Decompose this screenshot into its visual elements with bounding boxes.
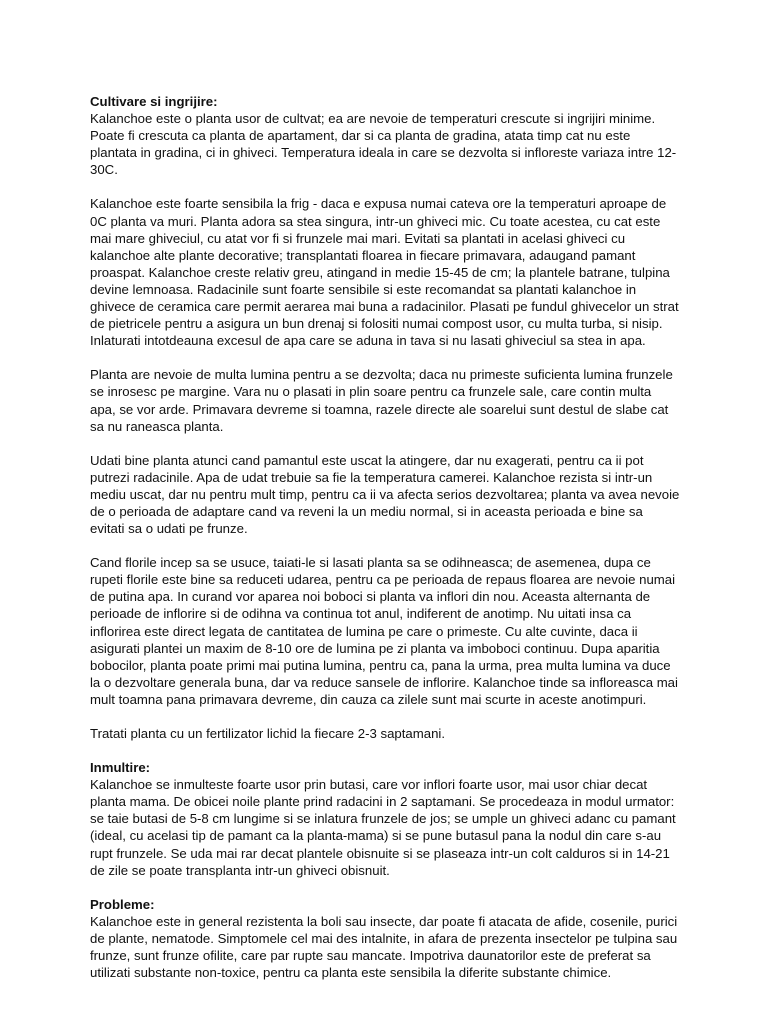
section-probleme (90, 896, 680, 981)
paragraph-block (90, 725, 680, 742)
paragraph-block (90, 366, 680, 434)
paragraph: Kalanchoe este in general rezistenta la boli sau insecte, dar poate fi atacata de afide, cosenile, purici de plante, nematode. Simptomele cel mai des intalnite, in afara de prezenta insectelor pe tulpina sau frunze, sunt frunze ofilite, care par rupte sau mancate. Impotriva daunatorilor este de preferat sa utilizati substante non-toxice, pentru ca planta este sensibila la diferite substante chimice. (90, 913, 678, 981)
paragraph-block (90, 554, 680, 708)
section-heading: Probleme: (90, 896, 155, 912)
section-inmultire (90, 759, 680, 879)
section-heading: Cultivare si ingrijire: (90, 94, 218, 109)
paragraph: Kalanchoe este foarte sensibila la frig - daca e expusa numai cateva ore la temperaturi aproape de 0C planta va muri. Planta adora sa stea singura, intr-un ghiveci mic. Cu toate acestea, cu cat este mai mare ghiveciul, cu atat vor fi si frunzele mai mari. Evitati sa plantati in acelasi ghiveci cu kalanchoe alte plante decorative; transplantati floarea in fiecare primavara, adaugand pamant proaspat. Kalanchoe creste relativ greu, atingand in medie 15-45 de cm; la plantele batrane, tulpina devine lemnoasa. Radacinile sunt foarte sensibile si este recomandat sa plantati kalanchoe in ghivece de ceramica care permit aerarea mai buna a radacinilor. Plasati pe fundul ghivecelor un strat de pietricele pentru a asigura un bun drenaj si folositi numai compost usor, cu multa turba, si nisip. Inlaturati intotdeauna excesul de apa care se aduna in tava si nu lasati ghiveciul sa stea in apa. (90, 196, 679, 349)
paragraph: Udati bine planta atunci cand pamantul este uscat la atingere, dar nu exagerati, pentru ca ii pot putrezi radacinile. Apa de udat trebuie sa fie la temperatura camerei. Kalanchoe rezista si intr-un mediu uscat, dar nu pentru mult timp, pentru ca ii va afecta serios dezvoltarea; planta va avea nevoie de o perioada de adaptare cand va reveni la un mediu normal, si in aceasta perioada e bine sa evitati sa o udati pe frunze. (90, 452, 680, 537)
section-heading: Inmultire: (90, 760, 151, 776)
paragraph: Kalanchoe se inmulteste foarte usor prin butasi, care vor inflori foarte usor, mai usor chiar decat planta mama. De obicei noile plante prind radacini in 2 saptamani. Se procedeaza in modul urmator: se taie butasi de 5-8 cm lungime si se inlatura frunzele de jos; se umple un ghiveci adanc cu pamant (ideal, cu acelasi tip de pamant ca la planta-mama) si se pune butasul pana la nodul din care s-au rupt frunzele. Se uda mai rar decat plantele obisnuite si se plaseaza intr-un colt calduros si in 14-21 de zile se poate transplanta intr-un ghiveci obisnuit. (90, 777, 676, 878)
paragraph-block (90, 452, 680, 537)
paragraph: Tratati planta cu un fertilizator lichid la fiecare 2-3 saptamani. (90, 726, 446, 741)
paragraph-block (90, 195, 680, 349)
paragraph: Planta are nevoie de multa lumina pentru a se dezvolta; daca nu primeste suficienta lumina frunzele se inrosesc pe margine. Vara nu o plasati in plin soare pentru ca frunzele sale, care contin multa apa, se vor arde. Primavara devreme si toamna, razele directe ale soarelui sunt destul de slabe cat sa nu raneasca planta. (90, 367, 673, 434)
paragraph: Kalanchoe este o planta usor de cultvat; ea are nevoie de temperaturi crescute si ingrijiri minime. Poate fi crescuta ca planta de apartament, dar si ca planta de gradina, atata timp cat nu este plantata in gradina, ci in ghiveci. Temperatura ideala in care se dezvolta si infloreste variaza intre 12-30C. (90, 111, 677, 178)
section-cultivare (90, 93, 680, 178)
paragraph: Cand florile incep sa se usuce, taiati-le si lasati planta sa se odihneasca; de asemenea, dupa ce rupeti florile este bine sa reduceti udarea, pentru ca pe perioada de repaus floarea are nevoie numai de putina apa. In curand vor aparea noi boboci si planta va inflori din nou. Aceasta alternanta de perioade de inflorire si de odihna va continua tot anul, indiferent de anotimp. Nu uitati insa ca inflorirea este direct legata de cantitatea de lumina pe care o primeste. Cu alte cuvinte, daca ii asigurati plantei un maxim de 8-10 ore de lumina pe zi planta va imboboci continuu. Dupa aparitia bobocilor, planta poate primi mai putina lumina, pentru ca, pana la urma, prea multa lumina va duce la o dezvoltare generala buna, dar va reduce sansele de inflorire. Kalanchoe tinde sa infloreasca mai mult toamna pana primavara devreme, din cauza ca zilele sunt mai scurte in aceste anotimpuri. (90, 555, 678, 707)
document-page (90, 93, 680, 998)
